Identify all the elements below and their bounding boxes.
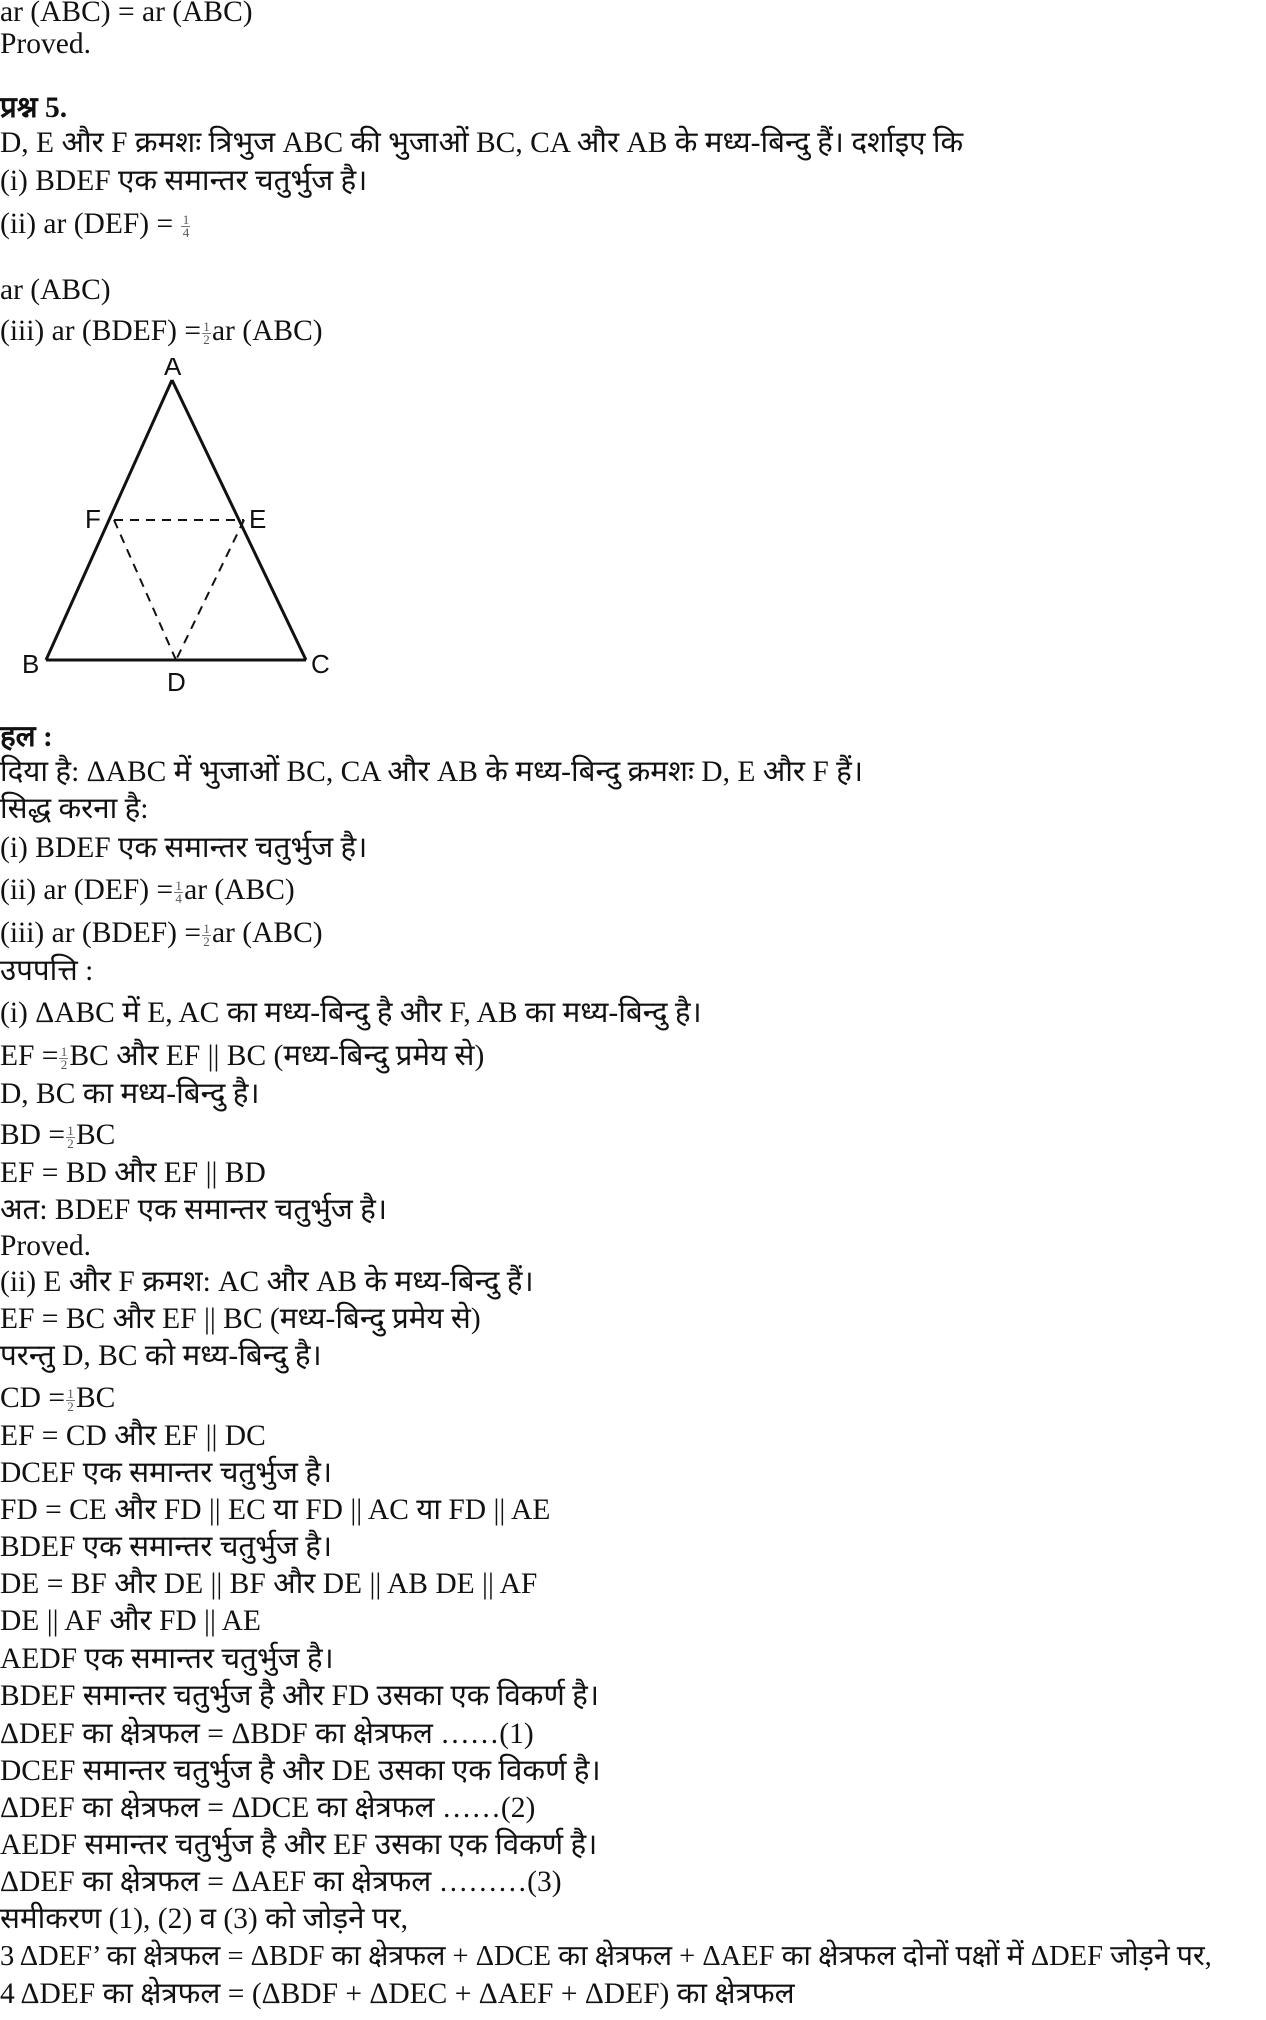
- proof-line: EF = BC और EF || BC (मध्य-बिन्दु प्रमेय से): [0, 1303, 481, 1335]
- given-text: दिया है: ΔABC में भुजाओं BC, CA और AB के मध्य-बिन्दु क्रमशः D, E और F हैं।: [0, 756, 864, 788]
- side-ac: [172, 380, 306, 660]
- question-part-2: [0, 206, 191, 242]
- proof-line: [0, 1117, 115, 1153]
- proof-line: FD = CE और FD || EC या FD || AC या FD || AE: [0, 1494, 551, 1526]
- proved-text: Proved.: [0, 28, 91, 60]
- label-f: F: [85, 504, 101, 534]
- proof-heading: उपपत्ति :: [0, 955, 94, 987]
- proof-line-suffix: BC: [76, 1382, 116, 1414]
- proof-line-prefix: BD =: [0, 1119, 65, 1151]
- question-statement: D, E और F क्रमशः त्रिभुज ABC की भुजाओं BC, CA और AB के मध्य-बिन्दु हैं। दर्शाइए कि: [0, 127, 964, 159]
- proof-line: ΔDEF का क्षेत्रफल = ΔBDF का क्षेत्रफल ……(1): [0, 1718, 534, 1750]
- triangle-figure: [22, 358, 352, 698]
- proof-line: (ii) E और F क्रमश: AC और AB के मध्य-बिन्दु हैं।: [0, 1266, 534, 1298]
- proof-line: [0, 1380, 115, 1416]
- fraction-denominator: 2: [67, 1135, 74, 1151]
- fraction: [174, 877, 183, 906]
- segment-fd: [114, 520, 176, 660]
- fraction: [66, 1122, 75, 1151]
- proof-line: 4 ΔDEF का क्षेत्रफल = (ΔBDF + ΔDEC + ΔAEF + ΔDEF) का क्षेत्रफल: [0, 1978, 795, 2010]
- fraction-numerator: 1: [175, 877, 182, 893]
- label-e: E: [249, 504, 267, 534]
- fraction: [202, 318, 211, 347]
- fraction: [59, 1043, 68, 1072]
- to-prove-1: (i) BDEF एक समान्तर चतुर्भुज है।: [0, 832, 368, 864]
- proof-line: ΔDEF का क्षेत्रफल = ΔAEF का क्षेत्रफल ………(3): [0, 1866, 562, 1898]
- proof-line-suffix: BC: [76, 1119, 116, 1151]
- proof-line: DE || AF और FD || AE: [0, 1605, 261, 1637]
- question-part-3: [0, 313, 323, 349]
- proof-line: EF = CD और EF || DC: [0, 1420, 266, 1452]
- proof-line: 3 ΔDEF’ का क्षेत्रफल = ΔBDF का क्षेत्रफल + ΔDCE का क्षेत्रफल + ΔAEF का क्षेत्रफल दोनों पक्षों में ΔDEF जोड़ने पर,: [0, 1941, 1212, 1972]
- question-part-1: (i) BDEF एक समान्तर चतुर्भुज है।: [0, 165, 368, 197]
- segment-ed: [176, 520, 244, 660]
- proof-line: BDEF एक समान्तर चतुर्भुज है।: [0, 1531, 333, 1563]
- label-c: C: [311, 649, 330, 679]
- proof-line: BDEF समान्तर चतुर्भुज है और FD उसका एक विकर्ण है।: [0, 1680, 600, 1712]
- fraction-denominator: 4: [175, 890, 182, 906]
- fraction-denominator: 4: [182, 224, 190, 240]
- proof-line: परन्तु D, BC को मध्य-बिन्दु है।: [0, 1340, 322, 1372]
- text-line: ar (ABC) = ar (ABC): [0, 0, 253, 28]
- to-prove-heading: सिद्ध करना है:: [0, 793, 149, 825]
- proof-line-prefix: CD =: [0, 1382, 65, 1414]
- to-prove-3: [0, 915, 323, 951]
- proof-line: DCEF समान्तर चतुर्भुज है और DE उसका एक विकर्ण है।: [0, 1755, 601, 1787]
- to-prove-2-suffix: ar (ABC): [184, 874, 295, 906]
- fraction-denominator: 2: [203, 331, 210, 347]
- proof-line: [0, 1038, 484, 1074]
- question-part-2-prefix: (ii) ar (DEF) =: [0, 208, 174, 240]
- label-b: B: [22, 649, 40, 679]
- to-prove-2-prefix: (ii) ar (DEF) =: [0, 874, 174, 906]
- proof-line: D, BC का मध्य-बिन्दु है।: [0, 1078, 260, 1110]
- fraction-denominator: 2: [67, 1398, 74, 1414]
- proof-line: DE = BF और DE || BF और DE || AB DE || AF: [0, 1568, 538, 1600]
- fraction: [66, 1385, 75, 1414]
- to-prove-2: [0, 872, 295, 908]
- proved-text: Proved.: [0, 1230, 91, 1262]
- question-part-3-prefix: (iii) ar (BDEF) =: [0, 315, 201, 347]
- proof-line-suffix: BC और EF || BC (मध्य-बिन्दु प्रमेय से): [69, 1040, 485, 1072]
- to-prove-3-suffix: ar (ABC): [211, 917, 323, 949]
- fraction: [181, 211, 190, 240]
- fraction-numerator: 1: [203, 318, 210, 334]
- proof-line: ΔDEF का क्षेत्रफल = ΔDCE का क्षेत्रफल ……(2): [0, 1792, 536, 1824]
- question-heading: प्रश्न 5.: [0, 92, 68, 124]
- fraction-numerator: 1: [182, 211, 190, 227]
- label-a: A: [164, 358, 182, 381]
- proof-line: अत: BDEF एक समान्तर चतुर्भुज है।: [0, 1194, 388, 1226]
- fraction-numerator: 1: [203, 920, 210, 936]
- fraction: [202, 920, 211, 949]
- question-part-3-suffix: ar (ABC): [211, 315, 323, 347]
- label-d: D: [167, 667, 186, 697]
- proof-line: EF = BD और EF || BD: [0, 1157, 266, 1189]
- proof-line-prefix: EF =: [0, 1040, 59, 1072]
- fraction-denominator: 2: [203, 933, 210, 949]
- fraction-numerator: 1: [67, 1385, 74, 1401]
- proof-line: AEDF एक समान्तर चतुर्भुज है।: [0, 1643, 334, 1675]
- fraction-numerator: 1: [67, 1122, 74, 1138]
- question-part-2-continued: ar (ABC): [0, 274, 111, 306]
- proof-line: DCEF एक समान्तर चतुर्भुज है।: [0, 1457, 333, 1489]
- proof-line: समीकरण (1), (2) व (3) को जोड़ने पर,: [0, 1903, 409, 1935]
- to-prove-3-prefix: (iii) ar (BDEF) =: [0, 917, 201, 949]
- fraction-numerator: 1: [60, 1043, 68, 1059]
- proof-line: AEDF समान्तर चतुर्भुज है और EF उसका एक विकर्ण है।: [0, 1829, 598, 1861]
- proof-line: (i) ΔABC में E, AC का मध्य-बिन्दु है और F, AB का मध्य-बिन्दु है।: [0, 997, 702, 1029]
- solution-heading: हल :: [0, 721, 53, 753]
- fraction-denominator: 2: [60, 1056, 68, 1072]
